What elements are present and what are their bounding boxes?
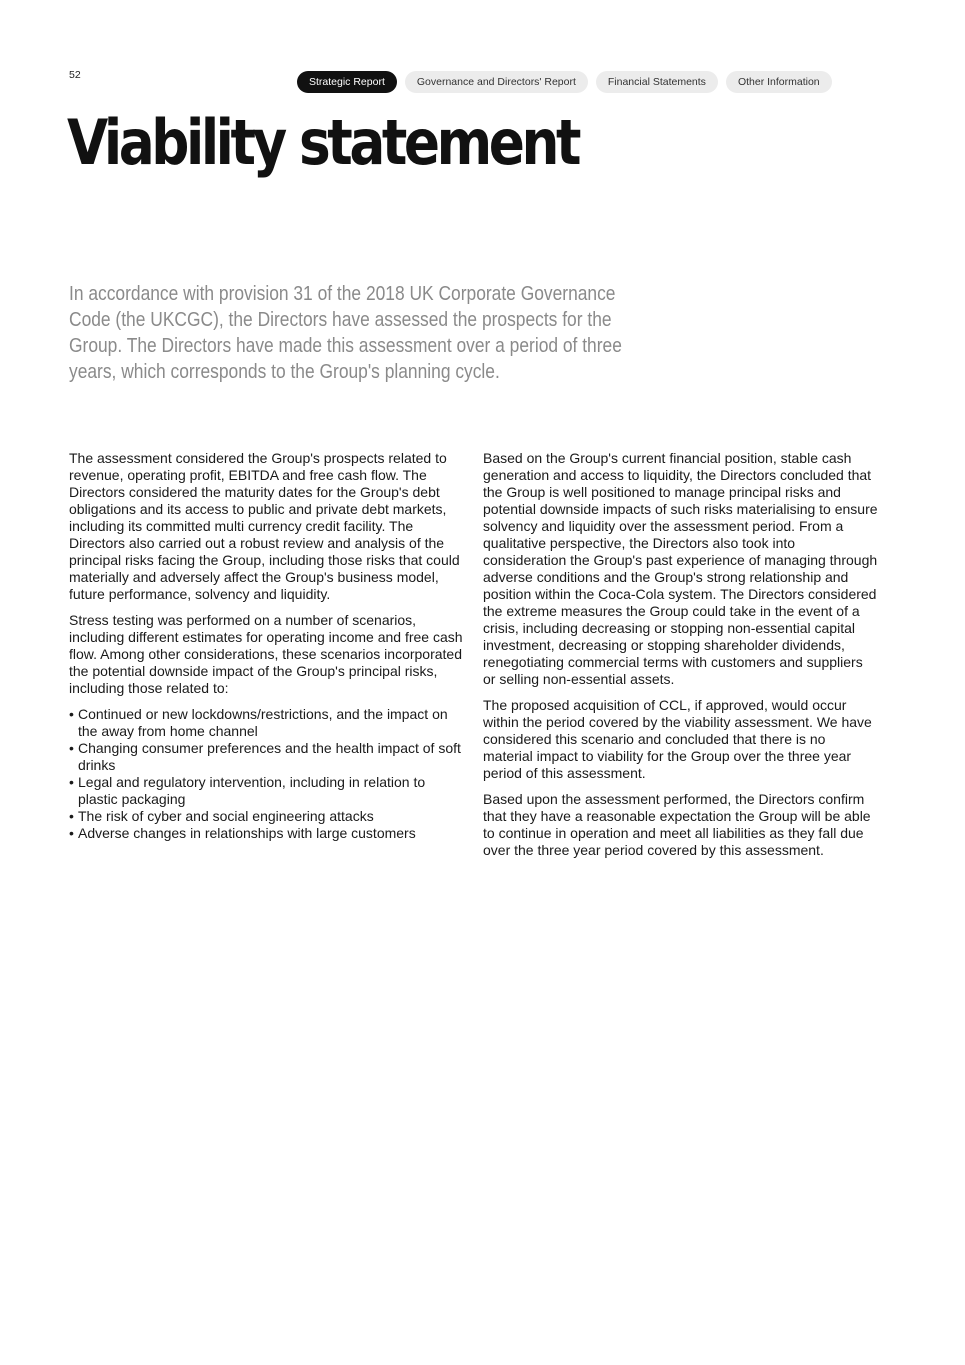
intro-paragraph: In accordance with provision 31 of the 2018 UK Corporate Governance Code (the UKCGC), the Directors have assessed the prospects for the Group. The Directors have made this assessment over a period of three years, which corresponds to the Group's planning cycle. [69,283,622,383]
list-item: • Continued or new lockdowns/restrictions, and the impact on the away from home channel [69,706,465,740]
list-item: • The risk of cyber and social engineering attacks [69,808,465,825]
section-nav [297,71,832,93]
body-paragraph: Based on the Group's current financial position, stable cash generation and access to liquidity, the Directors concluded that the Group is well positioned to manage principal risks and potential downside impacts of such risks materialising to ensure solvency and liquidity over the assessment period. From a qualitative perspective, the Directors also took into consideration the Group's past experience of managing through adverse conditions and the Group's strong relationship and position within the Coca-Cola system. The Directors considered the extreme measures the Group could take in the event of a crisis, including decreasing or stopping non-essential capital investment, decreasing or stopping shareholder dividends, renegotiating commercial terms with customers and suppliers or selling non-essential assets. [483,450,878,687]
tab-financial-statements[interactable]: Financial Statements [596,71,718,93]
body-paragraph: The assessment considered the Group's prospects related to revenue, operating profit, EBITDA and free cash flow. The Directors considered the maturity dates for the Group's debt obligations and its access to public and private debt markets, including its committed multi currency credit facility. The Directors also carried out a robust review and analysis of the principal risks facing the Group, including those risks that could materially and adversely affect the Group's business model, future performance, solvency and liquidity. [69,450,460,602]
body-paragraph: The proposed acquisition of CCL, if approved, would occur within the period covered by the viability assessment. We have considered this scenario and concluded that there is no material impact to viability for the Group over the three year period of this assessment. [483,697,872,781]
page-number: 52 [69,69,81,81]
body-paragraph: Based upon the assessment performed, the Directors confirm that they have a reasonable expectation the Group will be able to continue in operation and meet all liabilities as they fall due over the three year period covered by this assessment. [483,791,871,858]
tab-other-information[interactable]: Other Information [726,71,832,93]
right-column [483,450,878,868]
list-item: • Changing consumer preferences and the health impact of soft drinks [69,740,465,774]
page-title: Viability statement [67,106,579,179]
body-paragraph: Stress testing was performed on a number of scenarios, including different estimates for operating income and free cash flow. Among other considerations, these scenarios incorporated the potential downside impact of the Group's principal risks, including those related to: [69,612,463,696]
risk-list [69,706,465,842]
list-item: • Adverse changes in relationships with large customers [69,825,465,842]
list-item: • Legal and regulatory intervention, including in relation to plastic packaging [69,774,465,808]
tab-governance-and-directors-report[interactable]: Governance and Directors' Report [405,71,588,93]
tab-strategic-report[interactable]: Strategic Report [297,71,397,93]
left-column [69,450,465,842]
